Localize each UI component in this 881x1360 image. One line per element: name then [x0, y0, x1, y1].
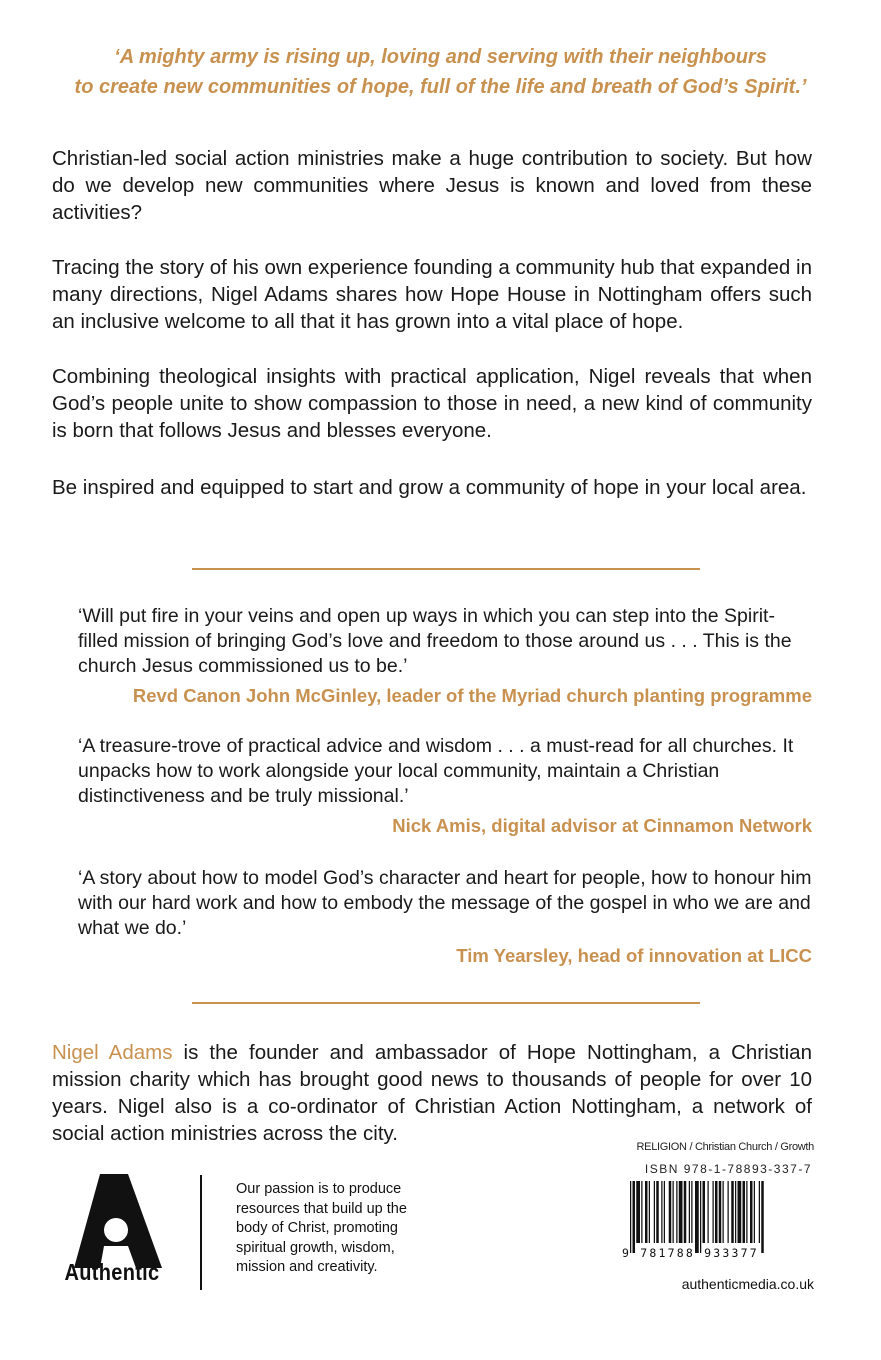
barcode-bar: [738, 1181, 742, 1243]
publisher-passion: Our passion is to produce resources that build up the body of Christ, promoting spiritual growth, wisdom, mission and creativity.: [236, 1181, 407, 1275]
barcode-bar: [684, 1181, 687, 1243]
barcode-bar: [731, 1181, 734, 1243]
barcode-bar: [676, 1181, 677, 1243]
barcode-bar: [673, 1181, 674, 1243]
barcode-bar: [664, 1181, 665, 1243]
description-paragraph: Combining theological insights with practical application, Nigel reveals that when God’s people unite to show compassion to those in need, a new kind of community is born that follows Jesus and blesses everyone.: [52, 365, 812, 442]
barcode-bar: [713, 1181, 714, 1243]
barcode-bar: [743, 1181, 746, 1243]
barcode-bar: [708, 1181, 709, 1243]
endorsement-attribution: Revd Canon John McGinley, leader of the Myriad church planting programme: [132, 685, 812, 706]
barcode-bar: [750, 1181, 753, 1243]
barcode: [622, 1181, 814, 1256]
divider: [192, 1002, 700, 1004]
publisher-separator: [200, 1175, 202, 1290]
endorsement-quote: ‘A story about how to model God’s character and heart for people, how to honour him with our hard work and how to embody the message of the gospel in who we are and what we do.’: [78, 867, 812, 939]
barcode-bar: [654, 1181, 655, 1243]
author-bio: [52, 1039, 812, 1147]
book-category: RELIGION / Christian Church / Growth: [636, 1141, 814, 1153]
barcode-bar: [719, 1181, 722, 1243]
barcode-bar: [715, 1181, 718, 1243]
barcode-bar: [703, 1181, 706, 1243]
barcode-bar: [656, 1181, 659, 1243]
barcode-bar: [633, 1181, 636, 1253]
author-name: Nigel Adams: [52, 1041, 173, 1064]
endorsement-attribution: Nick Amis, digital advisor at Cinnamon Network: [392, 815, 812, 836]
description-paragraph: Be inspired and equipped to start and grow a community of hope in your local area.: [52, 476, 807, 499]
barcode-bar: [700, 1181, 701, 1253]
barcode-bar: [669, 1181, 672, 1243]
description-paragraph: Christian-led social action ministries make a huge contribution to society. But how do we develop new communities where Jesus is known and loved from these activities?: [52, 147, 812, 224]
divider: [192, 568, 700, 570]
tagline-line-2: to create new communities of hope, full of the life and breath of God’s Spirit.’: [74, 76, 807, 98]
tagline-line-1: ‘A mighty army is rising up, loving and serving with their neighbours: [114, 46, 767, 68]
barcode-bar: [728, 1181, 729, 1243]
barcode-bar: [761, 1181, 764, 1253]
endorsement-quote: ‘A treasure-trove of practical advice and wisdom . . . a must-read for all churches. It unpacks how to work alongside your local community, maintain a Christian distinctiveness and be truly missional.’: [78, 735, 794, 807]
publisher-name: Authentic: [64, 1260, 160, 1286]
barcode-bar: [679, 1181, 683, 1243]
barcode-bar: [754, 1181, 755, 1243]
endorsement-attribution: Tim Yearsley, head of innovation at LICC: [456, 945, 812, 966]
barcode-digits: 9 781788 933377: [622, 1246, 759, 1260]
barcode-bar: [759, 1181, 760, 1243]
barcode-bar: [630, 1181, 631, 1253]
barcode-bar: [661, 1181, 662, 1243]
barcode-bar: [695, 1181, 699, 1253]
barcode-bar: [649, 1181, 650, 1243]
endorsement-quote: ‘Will put fire in your veins and open up ways in which you can step into the Spirit-filled mission of bringing God’s love and freedom to those around us . . . This is the church Jesus commissioned us to be.’: [78, 605, 792, 677]
barcode-bar: [641, 1181, 642, 1243]
isbn: ISBN 978-1-78893-337-7: [644, 1162, 812, 1176]
barcode-bar: [636, 1181, 640, 1243]
author-bio-text: is the founder and ambassador of Hope Nottingham, a Christian mission charity which has brought good news to thousands of people for over 10 years. Nigel also is a co-ordinator of Christian Action Nottingham, a network of social action ministries across the city.: [52, 1041, 812, 1145]
barcode-bar: [723, 1181, 724, 1243]
barcode-bar: [735, 1181, 736, 1243]
barcode-bar: [691, 1181, 692, 1243]
barcode-bar: [746, 1181, 747, 1243]
tagline: [40, 42, 841, 102]
description-paragraph: Tracing the story of his own experience founding a community hub that expanded in many directions, Nigel Adams shares how Hope House in Nottingham offers such an inclusive welcome to all that it has grown into a vital place of hope.: [52, 256, 812, 333]
barcode-bar: [645, 1181, 648, 1243]
barcode-bar: [689, 1181, 690, 1243]
publisher-website: authenticmedia.co.uk: [681, 1276, 814, 1292]
